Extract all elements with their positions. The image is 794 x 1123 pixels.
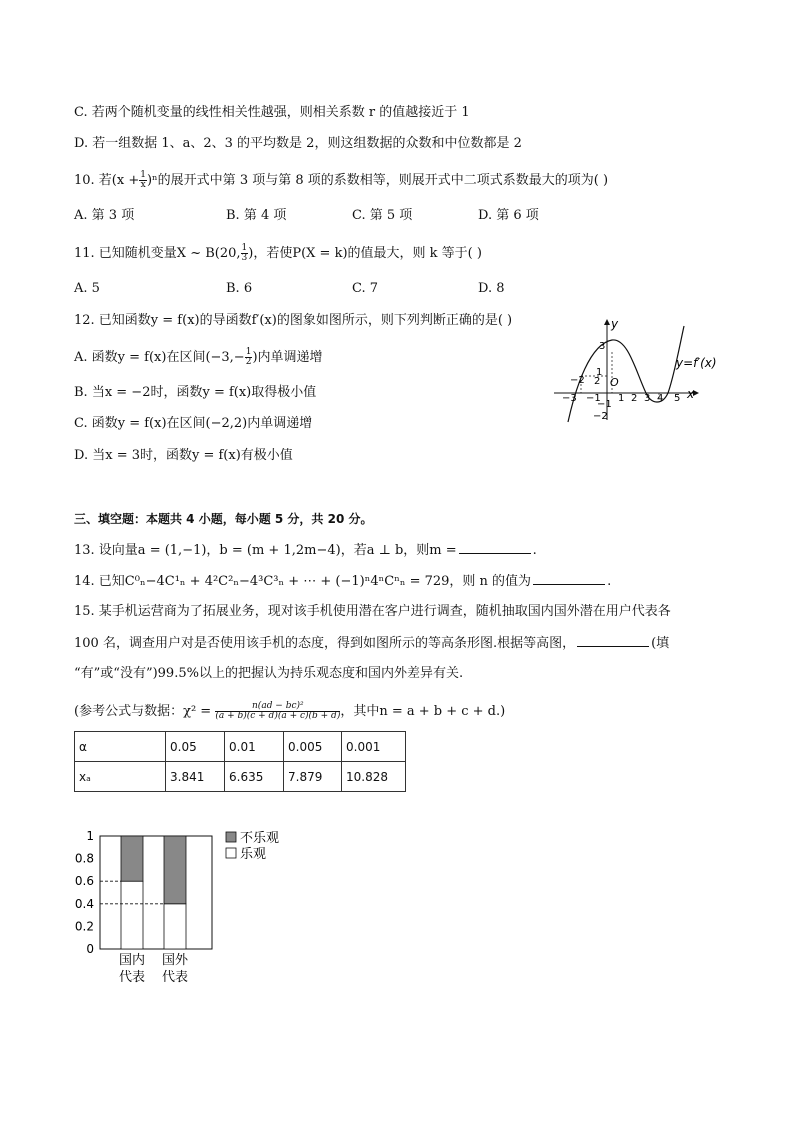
legend-swatch [226,848,236,858]
q12-a-frac-den: 2 [245,357,252,367]
q14-answer-blank[interactable] [533,572,605,585]
table-cell: xₐ [75,762,166,792]
table-cell: 10.828 [342,762,406,792]
table-cell: 0.001 [342,732,406,762]
q12-option-c: C. 函数y = f(x)在区间(−2,2)内单调递增 [74,416,313,431]
table-cell: α [75,732,166,762]
question-13 [74,541,537,560]
q10-option-d: D. 第 6 项 [478,208,539,223]
x-tick-1: 1 [618,393,625,404]
q12-option-d: D. 当x = 3时，函数y = f(x)有极小值 [74,448,293,463]
formula-fraction [215,702,340,721]
q15-line-2-end: (填 [651,636,670,651]
x-tick-4: 4 [657,393,664,404]
q14-end: . [607,574,612,589]
graph-y-label: y [611,317,619,331]
reference-table [74,731,406,792]
q12-a-suffix: )内单调递增 [252,350,323,365]
y-tick-3: 3 [599,341,606,352]
x-tick--2: −2 [570,375,585,386]
y-tick-label: 0.8 [74,851,94,866]
q15-line-3: “有”或“没有”)99.5%以上的把握认为持乐观态度和国内外差异有关. [74,666,464,681]
derivative-graph [548,314,728,424]
graph-origin-label: O [610,376,619,389]
q13-text: 13. 设向量a = (1,−1)，b = (m + 1,2m−4)，若a ⊥ b，则m = [74,543,457,558]
graph-x-label: x [687,387,695,401]
question-11-stem [74,244,482,263]
q12-a-prefix: A. 函数y = f(x)在区间(−3,− [74,350,245,365]
q10-frac-num: 1 [140,170,146,180]
q15-line-2 [74,634,669,653]
q11-suffix: )，若使P(X = k)的值最大，则 k 等于( ) [248,246,482,261]
q10-option-c: C. 第 5 项 [352,208,413,223]
question-12-stem: 12. 已知函数y = f(x)的导函数f′(x)的图象如图所示，则下列判断正确的是( ) [74,313,513,328]
x-category-label: 国内 [118,953,146,968]
q13-end: . [532,543,537,558]
q13-answer-blank[interactable] [459,541,531,554]
y-tick-2: 2 [594,376,601,387]
y-tick-label: 0.2 [74,919,94,934]
x-category-label: 国外 [161,953,189,968]
x-tick-3: 3 [644,393,651,404]
q10-fraction [139,171,147,190]
q11-frac-den: 3 [241,253,248,263]
legend-swatch [226,832,236,842]
q11-option-b: B. 6 [226,281,253,296]
y-tick--2: −2 [593,411,608,422]
bar-segment-不乐观 [164,836,186,904]
derivative-curve [568,326,684,422]
q15-line-1: 15. 某手机运营商为了拓展业务，现对该手机使用潜在客户进行调查，随机抽取国内国外潜在用户代表各 [74,604,671,619]
formula-denominator: (a + b)(c + d)(a + c)(b + d) [215,711,341,721]
y-tick-label: 0.6 [74,874,94,889]
table-cell: 7.879 [284,762,342,792]
q12-option-a [74,348,323,367]
q11-frac-num: 1 [241,243,248,253]
legend-label: 不乐观 [240,831,280,846]
formula-suffix: ，其中n = a + b + c + d.) [340,704,506,719]
section-3-heading: 三、填空题：本题共 4 小题，每小题 5 分，共 20 分。 [74,512,373,526]
y-tick--1: −1 [597,399,612,410]
bar-segment-乐观 [164,904,186,949]
q11-option-d: D. 8 [478,281,505,296]
y-tick-label: 0.4 [74,896,94,911]
table-cell: 0.05 [166,732,225,762]
y-tick-label: 1 [86,829,94,843]
plot-frame [100,836,212,949]
formula-numerator: n(ad − bc)² [215,702,340,712]
x-tick-2: 2 [631,393,638,404]
question-14 [74,572,611,591]
q10-prefix: 10. 若(x + [74,173,140,188]
table-cell: 0.005 [284,732,342,762]
q11-option-c: C. 7 [352,281,379,296]
bar-segment-不乐观 [121,836,143,881]
table-cell: 0.01 [225,732,284,762]
y-tick-1: 1 [596,367,603,378]
q11-prefix: 11. 已知随机变量X ~ B(20, [74,246,241,261]
table-row [75,762,406,792]
x-tick-5: 5 [674,393,681,404]
q12-a-frac-num: 1 [245,347,252,357]
table-cell: 6.635 [225,762,284,792]
formula-prefix: (参考公式与数据：χ² = [74,704,212,719]
q10-option-b: B. 第 4 项 [226,208,287,223]
q10-suffix: )ⁿ的展开式中第 3 项与第 8 项的系数相等，则展开式中二项式系数最大的项为( ) [146,173,609,188]
q15-formula [74,702,505,721]
q10-option-a: A. 第 3 项 [74,208,135,223]
option-c-line: C. 若两个随机变量的线性相关性越强，则相关系数 r 的值越接近于 1 [74,105,470,120]
q10-frac-den: x [140,180,146,190]
stacked-bar-chart [60,828,300,993]
table-cell: 3.841 [166,762,225,792]
q15-line-2-text: 100 名，调查用户对是否使用该手机的态度，得到如图所示的等高条形图.根据等高图， [74,636,576,651]
x-category-label: 代表 [161,970,189,985]
x-category-label: 代表 [118,970,146,985]
q12-option-b: B. 当x = −2时，函数y = f(x)取得极小值 [74,385,317,400]
q11-option-a: A. 5 [74,281,100,296]
q14-text: 14. 已知C⁰ₙ−4C¹ₙ + 4²C²ₙ−4³C³ₙ + ⋯ + (−1)ⁿ4ⁿCⁿₙ = 729，则 n 的值为 [74,574,532,589]
question-10-stem [74,171,608,190]
table-row [75,732,406,762]
x-tick--1: −1 [586,393,601,404]
y-tick-label: 0 [86,942,94,956]
option-d-line: D. 若一组数据 1、a、2、3 的平均数是 2，则这组数据的众数和中位数都是 2 [74,136,522,151]
x-tick--3: −3 [562,393,577,404]
legend-label: 乐观 [240,847,267,862]
graph-curve-label: y=f′(x) [676,356,717,370]
q15-answer-blank[interactable] [577,634,649,647]
bar-segment-乐观 [121,881,143,949]
